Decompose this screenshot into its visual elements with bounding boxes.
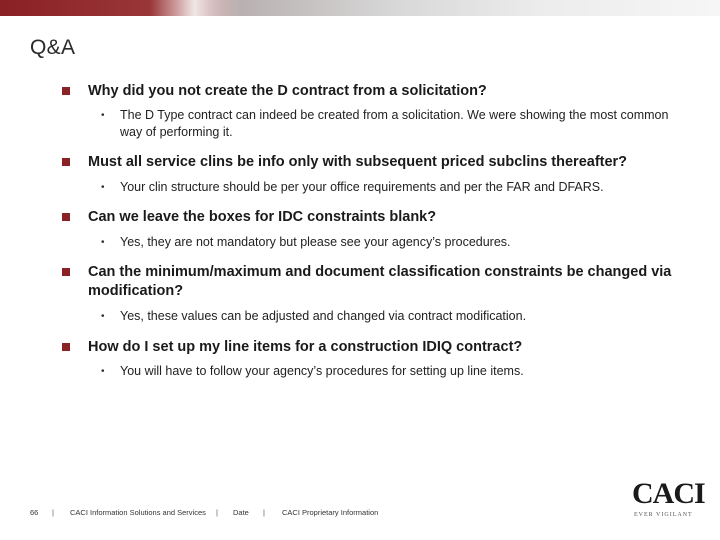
question-bullet-icon [62, 268, 70, 276]
footer-date: Date [233, 508, 249, 517]
footer-separator: | [263, 508, 265, 517]
answer-bullet-icon: • [101, 182, 105, 193]
question-5: How do I set up my line items for a construction IDIQ contract? [88, 339, 523, 355]
footer-page-number: 66 [30, 508, 39, 517]
answer-2: Your clin structure should be per your office requirements and per the FAR and DFARS. [120, 180, 604, 194]
footer-separator: | [52, 508, 54, 517]
footer-company: CACI Information Solutions and Services [70, 508, 206, 517]
answer-bullet-icon: • [101, 311, 105, 322]
header-band [0, 0, 720, 16]
question-2: Must all service clins be info only with subsequent priced subclins thereafter? [88, 154, 628, 170]
answer-4: Yes, these values can be adjusted and changed via contract modification. [120, 309, 527, 323]
footer-proprietary: CACI Proprietary Information [282, 508, 379, 517]
answer-bullet-icon: • [101, 366, 105, 377]
slide-title: Q&A [30, 36, 76, 59]
answer-bullet-icon: • [101, 110, 105, 121]
answer-3: Yes, they are not mandatory but please see your agency’s procedures. [120, 235, 511, 249]
question-bullet-icon [62, 343, 70, 351]
question-bullet-icon [62, 87, 70, 95]
question-3: Can we leave the boxes for IDC constraints blank? [88, 209, 437, 225]
caci-logo [630, 478, 706, 524]
header-band-highlight [150, 0, 240, 16]
answer-5: You will have to follow your agency’s procedures for setting up line items. [120, 364, 524, 378]
question-bullet-icon [62, 158, 70, 166]
footer-separator: | [216, 508, 218, 517]
answer-bullet-icon: • [101, 237, 105, 248]
answer-1: The D Type contract can indeed be created from a solicitation. We were showing the most common way of performing it. [120, 108, 669, 139]
question-4: Can the minimum/maximum and document classification constraints be changed via modification? [88, 264, 672, 299]
question-bullet-icon [62, 213, 70, 221]
caci-logo-tagline: EVER VIGILANT [634, 512, 693, 518]
question-1: Why did you not create the D contract from a solicitation? [88, 83, 487, 99]
caci-logo-text: CACI [632, 477, 705, 510]
